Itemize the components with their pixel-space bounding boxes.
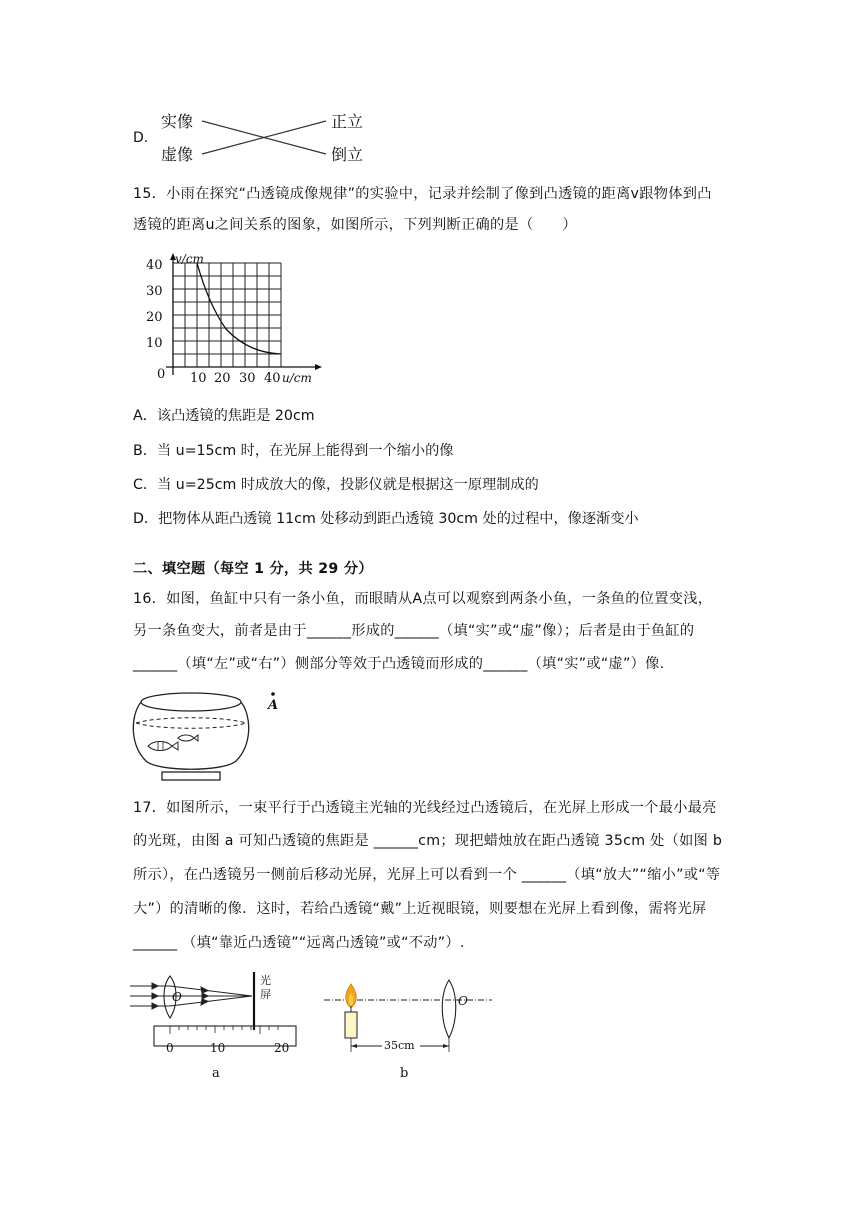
q15-option-b: B．当 u=15cm 时，在光屏上能得到一个缩小的像 xyxy=(133,443,454,459)
x-tick-10: 10 xyxy=(190,371,207,386)
match-left-bottom: 虚像 xyxy=(161,145,194,164)
x-tick-40: 40 xyxy=(264,371,281,386)
fishbowl-figure xyxy=(128,688,298,788)
q15-graph xyxy=(142,250,342,390)
lens-o-label-a: O xyxy=(172,990,182,1004)
ruler-tick-10: 10 xyxy=(210,1041,226,1055)
q17-figure-b xyxy=(320,978,500,1088)
q17-line1: 17．如图所示，一束平行于凸透镜主光轴的光线经过凸透镜后，在光屏上形成一个最小最亮 xyxy=(133,800,717,816)
match-left-top: 实像 xyxy=(161,112,194,131)
y-tick-10: 10 xyxy=(146,336,163,351)
q16-line1: 16．如图，鱼缸中只有一条小鱼，而眼睛从A点可以观察到两条小鱼，一条鱼的位置变浅， xyxy=(133,591,713,607)
y-tick-40: 40 xyxy=(146,258,163,273)
q17-figure-a xyxy=(128,968,308,1088)
ruler-tick-20: 20 xyxy=(274,1041,290,1055)
q17-line5: ______ （填“靠近凸透镜”“远离凸透镜”或“不动”）. xyxy=(133,935,465,951)
q16-line3: ______（填“左”或“右”）侧部分等效于凸透镜而形成的______（填“实”或“虚”）像. xyxy=(133,656,665,672)
q17-line3: 所示），在凸透镜另一侧前后移动光屏，光屏上可以看到一个 ______（填“放大”“缩小”或“等 xyxy=(133,867,721,883)
q15-line2: 透镜的距离u之间关系的图象，如图所示，下列判断正确的是（ ） xyxy=(133,217,577,233)
option-d-label: D. xyxy=(133,130,149,146)
q15-option-a: A．该凸透镜的焦距是 20cm xyxy=(133,408,315,424)
point-a-label: A xyxy=(268,698,279,713)
section2-title: 二、填空题（每空 1 分，共 29 分） xyxy=(133,561,373,577)
y-axis-label: v/cm xyxy=(175,252,204,266)
match-right-top: 正立 xyxy=(331,112,364,131)
x-tick-30: 30 xyxy=(239,371,256,386)
y-tick-20: 20 xyxy=(146,310,163,325)
q15-option-d: D．把物体从距凸透镜 11cm 处移动到距凸透镜 30cm 处的过程中，像逐渐变小 xyxy=(133,511,639,527)
origin-label: 0 xyxy=(157,367,166,382)
match-right-bottom: 倒立 xyxy=(331,145,364,164)
figure-b-caption: b xyxy=(400,1066,409,1081)
lens-o-label-b: O xyxy=(458,994,468,1008)
q17-line4: 大”）的清晰的像．这时，若给凸透镜“戴”上近视眼镜，则要想在光屏上看到像，需将光屏 xyxy=(133,901,707,917)
q15-line1: 15．小雨在探究“凸透镜成像规律”的实验中，记录并绘制了像到凸透镜的距离v跟物体到凸 xyxy=(133,186,712,202)
q17-line2: 的光斑，由图 a 可知凸透镜的焦距是 ______cm；现把蜡烛放在距凸透镜 35cm 处（如图 b xyxy=(133,833,723,849)
screen-label: 光屏 xyxy=(260,974,271,1001)
q15-option-c: C．当 u=25cm 时成放大的像，投影仪就是根据这一原理制成的 xyxy=(133,477,539,493)
figure-a-caption: a xyxy=(212,1066,220,1081)
distance-35cm-label: 35cm xyxy=(384,1039,415,1052)
match-cross-lines xyxy=(200,115,330,159)
q16-line2: 另一条鱼变大，前者是由于______形成的______（填“实”或“虚”像）；后者是由于鱼缸的 xyxy=(133,623,695,639)
x-axis-label: u/cm xyxy=(282,371,312,385)
x-tick-20: 20 xyxy=(214,371,231,386)
y-tick-30: 30 xyxy=(146,284,163,299)
ruler-tick-0: 0 xyxy=(166,1041,174,1055)
